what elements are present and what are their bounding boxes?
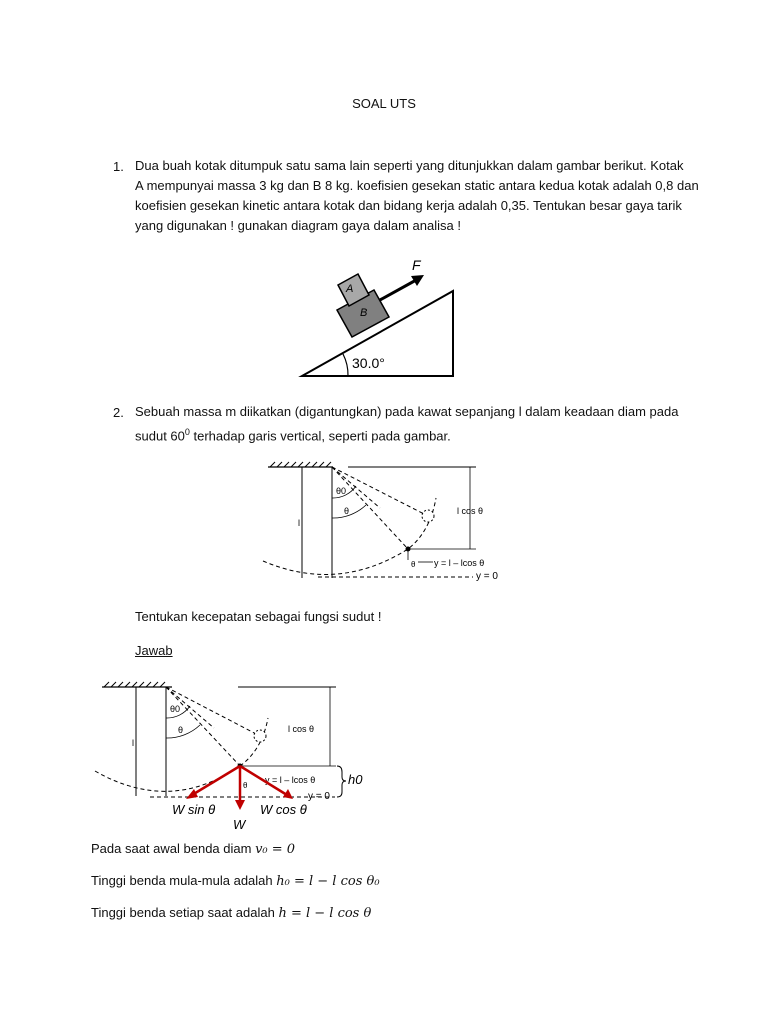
y-eq-label: y = l – lcos θ xyxy=(434,558,485,568)
label-b: B xyxy=(360,307,368,319)
h0-label: h0 xyxy=(348,772,363,787)
theta-label-lower: θ xyxy=(411,560,416,569)
answer-line-3 xyxy=(91,905,371,921)
answer-figure xyxy=(90,676,370,832)
pendulum-figure xyxy=(258,458,508,588)
theta0-label: θ0 xyxy=(336,486,347,496)
lcos-label: l cos θ xyxy=(457,506,484,516)
label-f: F xyxy=(412,257,421,273)
answer-line-1-text: Pada saat awal benda diam xyxy=(91,841,256,856)
question-2-task: Tentukan kecepatan sebagai fungsi sudut ! xyxy=(135,609,382,624)
angle-label: 30.0° xyxy=(352,355,385,371)
question-1-line-2: A mempunyai massa 3 kg dan B 8 kg. koefisien gesekan static antara kedua kotak adalah 0,8 dan xyxy=(135,178,699,193)
question-1-line-4: yang digunakan ! gunakan diagram gaya dalam analisa ! xyxy=(135,218,461,233)
answer-line-1-math: v₀ = 0 xyxy=(255,842,296,857)
question-2-number: 2. xyxy=(113,405,124,420)
question-1-line-1: Dua buah kotak ditumpuk satu sama lain seperti yang ditunjukkan dalam gambar berikut. Kotak xyxy=(135,158,684,173)
answer-heading: Jawab xyxy=(135,643,173,658)
answer-line-2-text: Tinggi benda mula-mula adalah xyxy=(91,873,277,888)
question-1-number: 1. xyxy=(113,159,124,174)
answer-line-1 xyxy=(91,841,295,857)
question-2-line-2 xyxy=(135,422,678,446)
answer-line-2 xyxy=(91,873,380,889)
answer-length-label: l xyxy=(132,738,134,748)
w-sin-arrowhead xyxy=(186,789,198,799)
answer-y0-label: y = 0 xyxy=(308,791,330,802)
answer-y-eq-label: y = l – lcos θ xyxy=(265,775,316,785)
h0-brace xyxy=(337,766,346,797)
w-sin-arrow xyxy=(192,766,240,795)
page-title: SOAL UTS xyxy=(352,96,416,111)
answer-line-3-text: Tinggi benda setiap saat adalah xyxy=(91,905,279,920)
question-2-text xyxy=(135,402,678,446)
question-1-line-3: koefisien gesekan kinetic antara kotak dan bidang kerja adalah 0,35. Tentukan besar gaya tarik xyxy=(135,198,682,213)
answer-theta0-label: θ0 xyxy=(170,704,181,714)
theta-label-upper: θ xyxy=(344,506,350,516)
question-2-line-1: Sebuah massa m diikatkan (digantungkan) pada kawat sepanjang l dalam keadaan diam pada xyxy=(135,404,679,419)
answer-lcos-label: l cos θ xyxy=(288,724,315,734)
answer-theta-label-lower: θ xyxy=(243,781,248,790)
w-arrowhead xyxy=(235,800,245,810)
y0-label: y = 0 xyxy=(476,571,498,582)
answer-line-2-math: h₀ = l − l cos θ₀ xyxy=(276,874,380,889)
w-label: W xyxy=(233,817,246,832)
question-2-line-2-pre: sudut 60 xyxy=(135,428,185,444)
w-cos-label: W cos θ xyxy=(260,802,307,817)
length-label: l xyxy=(298,518,300,528)
incline-figure xyxy=(290,255,486,383)
question-1-text xyxy=(135,156,699,236)
w-sin-label: W sin θ xyxy=(172,802,216,817)
degree-sup: 0 xyxy=(184,427,190,437)
label-a: A xyxy=(346,283,354,295)
answer-theta-label-upper: θ xyxy=(178,725,184,735)
answer-line-3-math: h = l − l cos θ xyxy=(278,906,372,921)
question-2-line-2-post: terhadap garis vertical, seperti pada gambar. xyxy=(189,428,451,444)
